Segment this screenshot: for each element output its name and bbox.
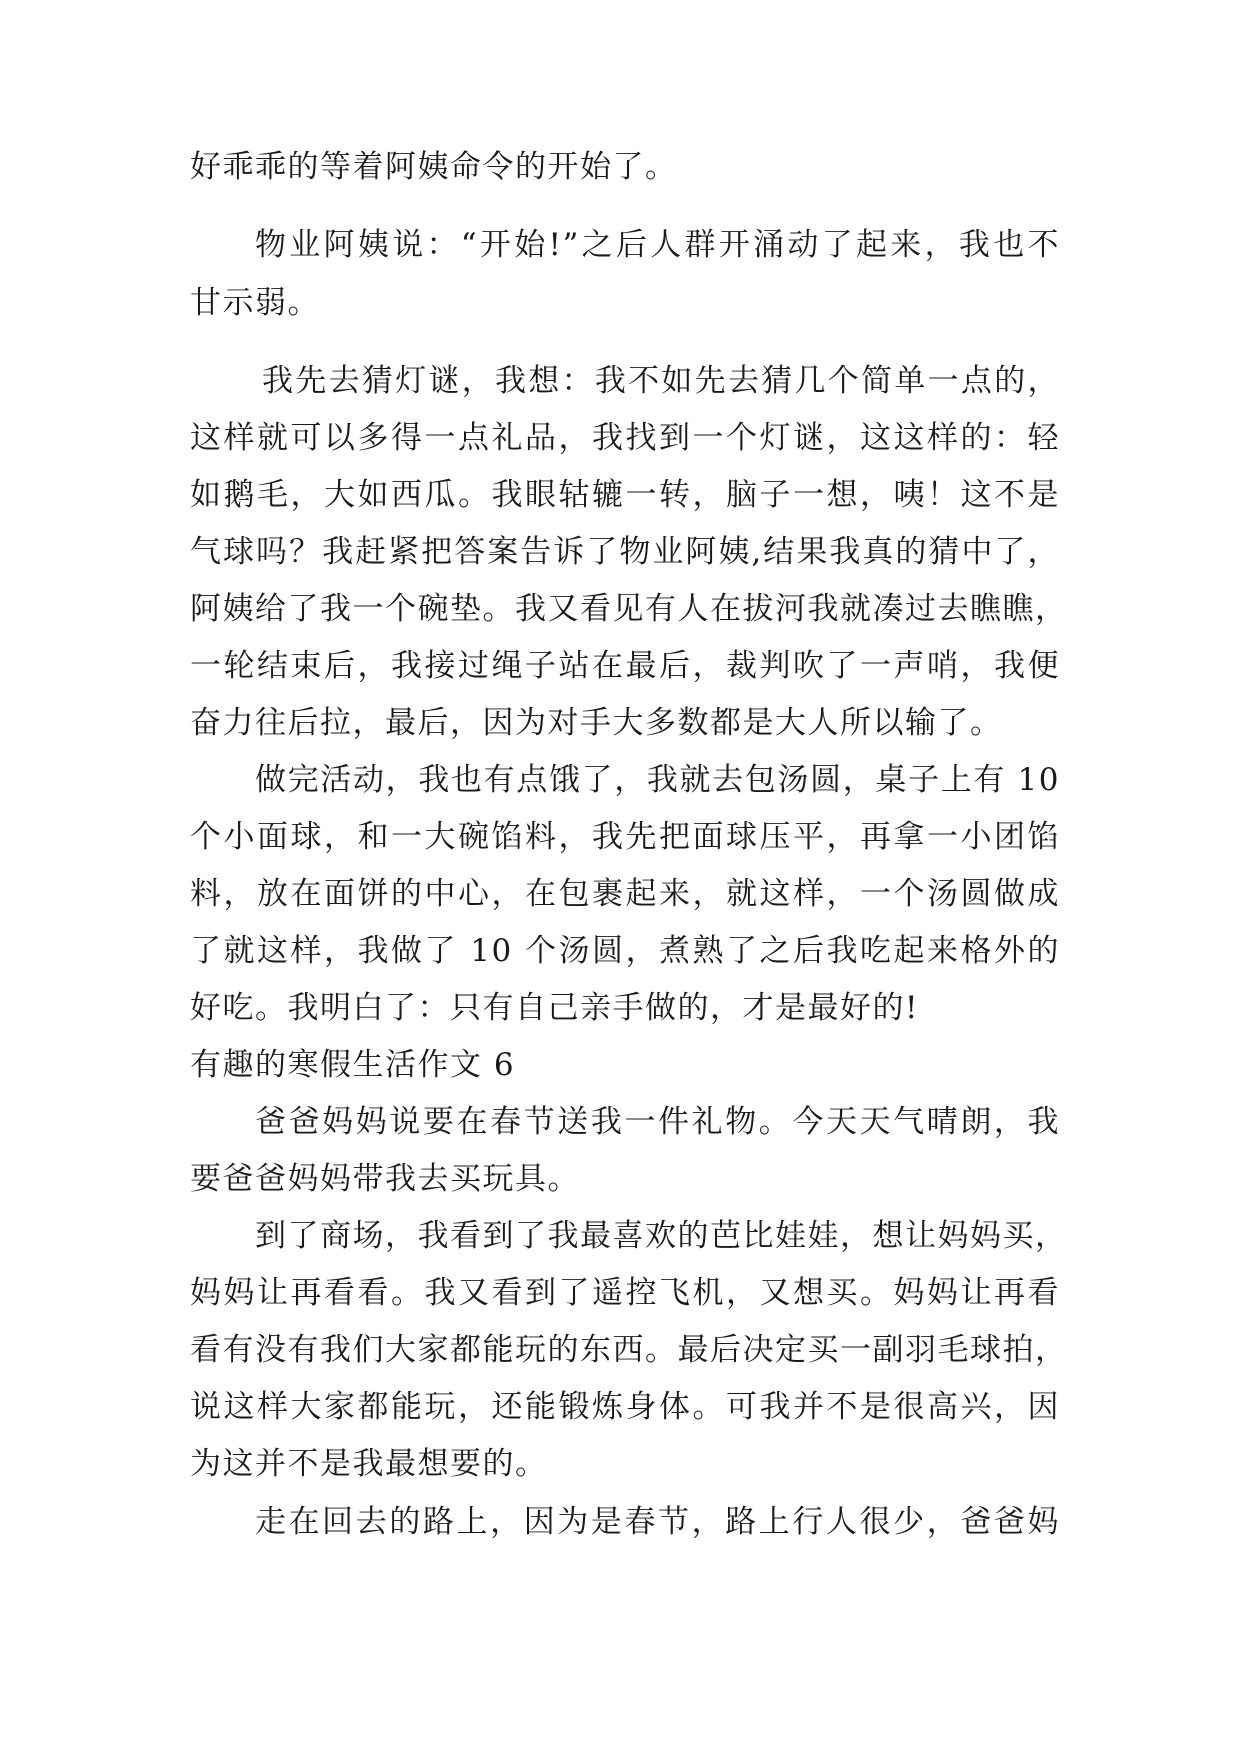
text-line: 妈妈让再看看。我又看到了遥控飞机，又想买。妈妈让再看: [190, 1275, 1060, 1311]
text-line: 爸爸妈妈说要在春节送我一件礼物。今天天气晴朗，我: [255, 1104, 1060, 1140]
section-heading: 有趣的寒假生活作文 6: [190, 1047, 516, 1083]
text-line: 我先去猜灯谜，我想：我不如先去猜几个简单一点的，: [262, 363, 1060, 399]
text-line: 到了商场，我看到了我最喜欢的芭比娃娃，想让妈妈买，: [255, 1218, 1068, 1254]
text-line: 一轮结束后，我接过绳子站在最后，裁判吹了一声哨，我便: [190, 648, 1060, 684]
text-line: 阿姨给了我一个碗垫。我又看见有人在拔河我就凑过去瞧瞧，: [190, 591, 1068, 627]
text-line: 走在回去的路上，因为是春节，路上行人很少，爸爸妈: [255, 1504, 1060, 1540]
text-line: 奋力往后拉，最后，因为对手大多数都是大人所以输了。: [190, 705, 1003, 741]
text-line: 料，放在面饼的中心，在包裹起来，就这样，一个汤圆做成: [190, 876, 1060, 912]
text-line: 这样就可以多得一点礼品，我找到一个灯谜，这这样的：轻: [190, 420, 1060, 456]
text-line: 说这样大家都能玩，还能锻炼身体。可我并不是很高兴，因: [190, 1389, 1060, 1425]
text-line: 物业阿姨说：“开始!”之后人群开涌动了起来，我也不: [255, 227, 1060, 263]
text-line: 好吃。我明白了：只有自己亲手做的，才是最好的!: [190, 990, 919, 1026]
text-line: 甘示弱。: [190, 285, 320, 321]
text-line: 气球吗？我赶紧把答案告诉了物业阿姨,结果我真的猜中了，: [190, 534, 1060, 570]
text-line: 做完活动，我也有点饿了，我就去包汤圆，桌子上有 10: [255, 762, 1060, 798]
text-line: 如鹅毛，大如西瓜。我眼轱辘一转，脑子一想，咦！这不是: [190, 477, 1060, 513]
text-line: 个小面球，和一大碗馅料，我先把面球压平，再拿一小团馅: [190, 819, 1060, 855]
text-line: 要爸爸妈妈带我去买玩具。: [190, 1161, 580, 1197]
text-line: 好乖乖的等着阿姨命令的开始了。: [190, 149, 678, 185]
text-line: 看有没有我们大家都能玩的东西。最后决定买一副羽毛球拍，: [190, 1332, 1068, 1368]
text-line: 为这并不是我最想要的。: [190, 1446, 548, 1482]
text-line: 了就这样，我做了 10 个汤圆，煮熟了之后我吃起来格外的: [190, 933, 1060, 969]
